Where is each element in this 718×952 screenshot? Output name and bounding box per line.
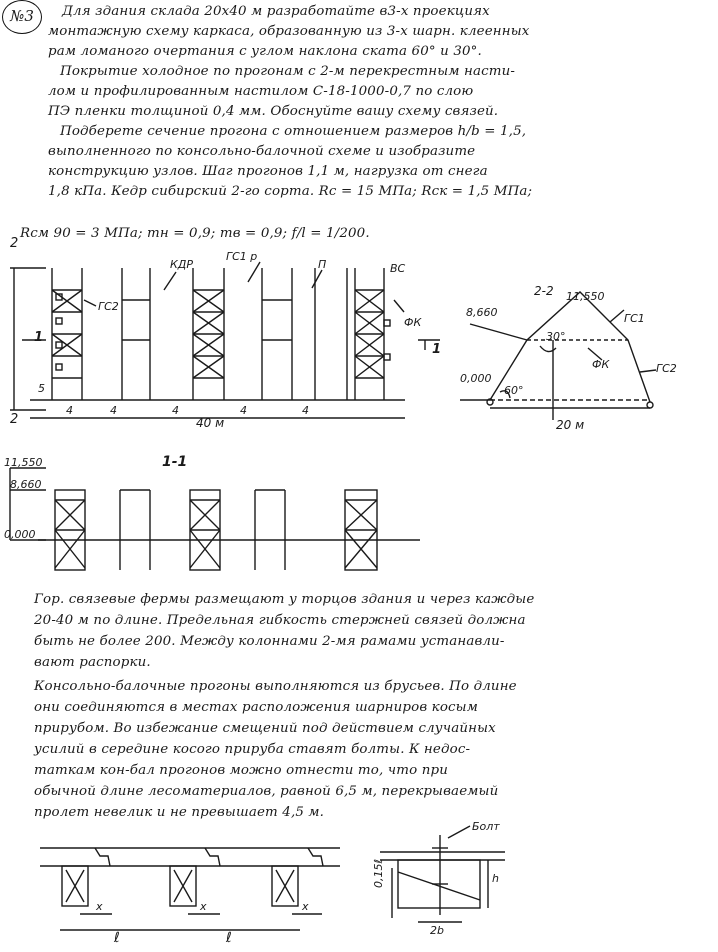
purlin-detail [40,848,340,930]
cut-mark-left: 1 [34,330,44,345]
bolt-detail [380,826,505,922]
answer-line: прирубом. Во избежание смещений под действием случайных [34,721,496,736]
answer-line: обычной длине лесоматериалов, равной 6,5 м, перекрываемый [34,784,499,799]
cut-mark-right: 1 [432,342,442,357]
angle-bottom: 60° [504,384,524,397]
x-label: x [96,900,103,913]
bolt-label: Болт [472,820,500,833]
base-height: 0,000 [460,372,492,385]
plan-length: 40 м [196,416,225,430]
task-line: Для здания склада 20х40 м разработайте в3-х проекциях [62,4,490,19]
task-line: ПЭ пленки толщиной 0,4 мм. Обоснуйте вашу схему связей. [48,104,499,119]
x-label: x [200,900,207,913]
elevation-title: 1-1 [162,454,188,470]
frame-span: 20 м [556,418,585,432]
x-label: x [302,900,309,913]
span-label: ℓ [114,930,120,946]
bay-label: 4 [66,404,73,417]
plan-frames [10,262,440,418]
answer-line: Гор. связевые фермы размещают у торцов здания и через каждые [34,592,535,607]
bay-label: 4 [240,404,247,417]
answer-line: 20-40 м по длине. Предельная гибкость стержней связей должна [34,613,526,628]
answer-line: они соединяются в местах расположения шарниров косым [34,700,478,715]
label-gs1: ГС1 [624,312,645,325]
task-line: Покрытие холодное по прогонам с 2-м перекрестным насти- [60,64,516,79]
bay-label: 4 [302,404,309,417]
bay-label: 4 [172,404,179,417]
width-label: 2b [430,924,444,937]
elevation [10,468,420,570]
problem-number: №3 [2,0,42,34]
task-line: монтажную схему каркаса, образованную из 3-х шарн. клеенных [48,24,530,39]
elev-top: 11,550 [4,456,43,469]
label-p: П [318,258,327,271]
span-label: ℓ [226,930,232,946]
answer-line: Консольно-балочные прогоны выполняются из брусьев. По длине [34,679,517,694]
answer-line: вают распорки. [34,655,151,670]
label-vs: ВС [390,262,406,275]
label-gs2: ГС2 [98,300,119,313]
task-line: конструкцию узлов. Шаг прогонов 1,1 м, нагрузка от снега [48,164,488,179]
label-gs1p: ГС1 р [226,250,258,263]
label-fk-frame: ФК [592,358,610,371]
frame-title: 2-2 [534,284,554,298]
label-kdr: КДР [170,258,194,271]
task-line: Подберете сечение прогона с отношением размеров h/b = 1,5, [60,124,527,139]
angle-top: 30° [546,330,566,343]
answer-line: усилий в середине косого прируба ставят болты. К недос- [34,742,471,757]
height-label: 0,15ℓ [372,858,385,888]
task-line: рам ломаного очертания с углом наклона ската 60° и 30°. [48,44,482,59]
eave-height: 8,660 [466,306,498,319]
elev-base: 0,000 [4,528,36,541]
apex-height: 11,550 [566,290,605,303]
answer-line: таткам кон-бал прогонов можно отнести то, что при [34,763,448,778]
answer-line: пролет невелик и не превышает 4,5 м. [34,805,325,820]
task-line: Rсм 90 = 3 МПа; mн = 0,9; mв = 0,9; f/l = 1/200. [20,226,370,241]
task-line: лом и профилированным настилом С-18-1000-0,7 по слою [48,84,474,99]
section-mark-bottom: 2 [10,412,19,427]
task-line: выполненного по консольно-балочной схеме и изобразите [48,144,476,159]
bay-label: 4 [110,404,117,417]
task-line: 1,8 кПа. Кедр сибирский 2-го сорта. Rc = 15 МПа; Rск = 1,5 МПа; [48,184,533,199]
h-label: h [492,872,499,885]
section-mark-top: 2 [10,236,19,251]
spacing-label: 5 [38,382,45,395]
label-fk: ФК [404,316,422,329]
elev-mid: 8,660 [10,478,42,491]
label-gs2-frame: ГС2 [656,362,677,375]
answer-line: быть не более 200. Между колоннами 2-мя рамами устанавли- [34,634,505,649]
